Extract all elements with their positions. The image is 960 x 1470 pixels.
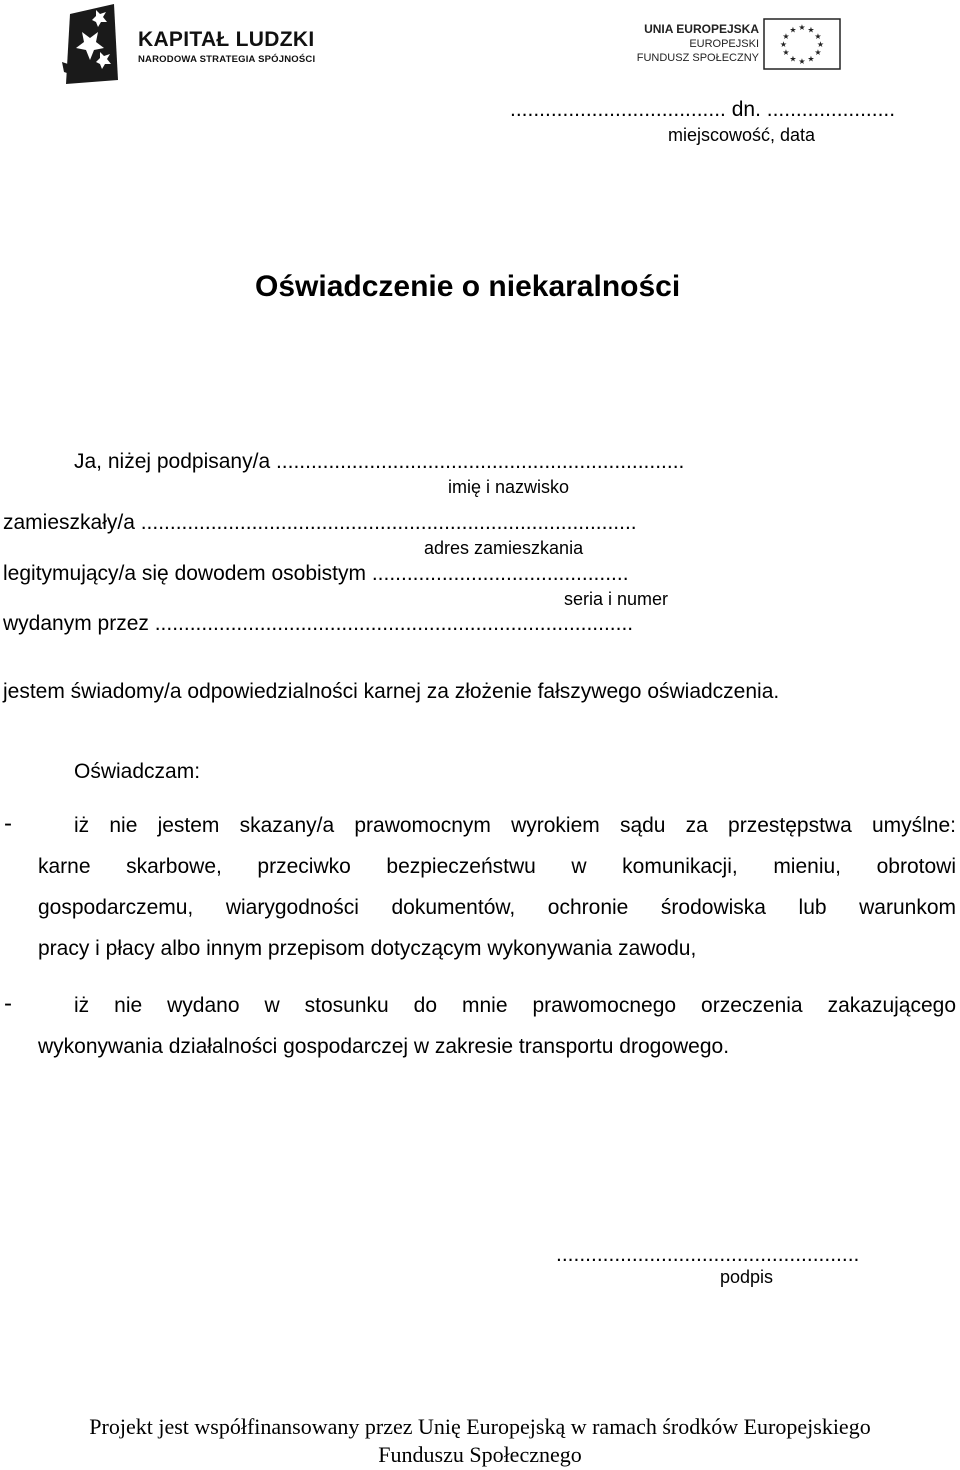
svg-text:★: ★ <box>798 23 806 32</box>
awareness-statement: jestem świadomy/a odpowiedzialności karnej za złożenie fałszywego oświadczenia. <box>3 680 780 703</box>
id-label: seria i numer <box>564 589 669 609</box>
signature-line: .................................................... <box>556 1243 860 1266</box>
address-line: zamieszkały/a ..................................................................................... <box>3 511 637 534</box>
list-item <box>38 985 956 1067</box>
svg-text:★: ★ <box>782 32 790 41</box>
name-line: Ja, niżej podpisany/a ...................................................................... <box>74 450 685 473</box>
list-dash: - <box>4 810 12 837</box>
eu-logo-line1: UNIA EUROPEJSKA <box>644 22 759 36</box>
page-title: Oświadczenie o niekaralności <box>255 270 681 303</box>
svg-text:★: ★ <box>789 25 797 35</box>
issued-by-line: wydanym przez .................................................................................. <box>3 612 634 635</box>
address-label: adres zamieszkania <box>424 538 584 558</box>
eu-logo-line2: EUROPEJSKI <box>689 38 759 50</box>
declare-heading: Oświadczam: <box>74 760 201 783</box>
svg-text:★: ★ <box>789 54 797 64</box>
name-label: imię i nazwisko <box>448 477 570 497</box>
id-line: legitymujący/a się dowodem osobistym ............................................ <box>3 562 629 585</box>
kapital-ludzki-subtitle: NARODOWA STRATEGIA SPÓJNOŚCI <box>138 54 316 65</box>
place-date-line: ..................................... dn. ...................... <box>510 98 896 121</box>
signature-label: podpis <box>720 1267 774 1287</box>
list-item <box>38 805 956 969</box>
svg-text:★: ★ <box>816 40 825 49</box>
footer-line1: Projekt jest współfinansowany przez Unię Europejską w ramach środków Europejskiego <box>89 1414 871 1439</box>
eu-logo <box>620 18 845 72</box>
svg-text:★: ★ <box>807 54 815 64</box>
svg-text:★: ★ <box>814 32 822 41</box>
eu-logo-line3: FUNDUSZ SPOŁECZNY <box>636 52 759 64</box>
list-item-line: karne skarbowe, przeciwko bezpieczeństwu w komunikacji, mieniu, obrotowi <box>38 855 956 878</box>
list-item-line: iż nie wydano w stosunku do mnie prawomocnego orzeczenia zakazującego <box>74 994 956 1017</box>
list-item-line: wykonywania działalności gospodarczej w zakresie transportu drogowego. <box>38 1035 730 1058</box>
eu-flag-icon <box>763 18 841 70</box>
kapital-ludzki-star-icon <box>62 2 124 86</box>
list-item-line: iż nie jestem skazany/a prawomocnym wyrokiem sądu za przestępstwa umyślne: <box>74 814 956 837</box>
svg-text:★: ★ <box>798 57 806 66</box>
svg-text:★: ★ <box>779 40 788 49</box>
svg-text:★: ★ <box>807 25 815 35</box>
list-item-line: pracy i płacy albo innym przepisom dotyczącym wykonywania zawodu, <box>38 937 697 960</box>
list-item-line: gospodarczemu, wiarygodności dokumentów, ochronie środowiska lub warunkom <box>38 896 956 919</box>
place-date-label: miejscowość, data <box>668 125 816 145</box>
footer-line2: Funduszu Społecznego <box>378 1442 582 1467</box>
kapital-ludzki-title: KAPITAŁ LUDZKI <box>138 28 315 51</box>
list-dash: - <box>4 990 12 1017</box>
svg-text:★: ★ <box>782 48 790 57</box>
svg-text:★: ★ <box>814 48 822 57</box>
kapital-ludzki-logo <box>62 2 327 86</box>
